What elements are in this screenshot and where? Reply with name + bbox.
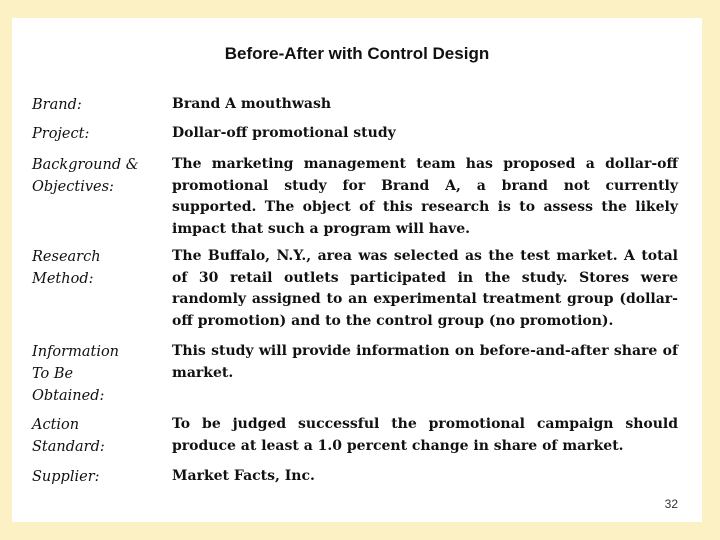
field-value: The marketing management team has proposed a dollar-off promotional study for Brand A, a brand not currently supported. The object of this research is to assess the likely impact that such a program will have.	[172, 156, 678, 237]
field-value: Dollar-off promotional study	[172, 125, 396, 141]
field-label: Brand:	[32, 97, 82, 113]
document-page	[12, 18, 702, 522]
page-title: Before-After with Control Design	[224, 44, 490, 63]
field-label: Supplier:	[32, 469, 100, 485]
field-value: Brand A mouthwash	[172, 96, 332, 112]
field-value: Market Facts, Inc.	[172, 468, 315, 484]
field-value: The Buffalo, N.Y., area was selected as the test market. A total of 30 retail outlets participated in the study. Stores were randomly assigned to an experimental treatment group (dollar-off promotion) and to the control group (no promotion).	[172, 248, 678, 329]
field-label: Background & Objectives:	[32, 157, 139, 195]
page-number: 32	[664, 497, 678, 511]
field-label: Research Method:	[32, 249, 101, 287]
field-value: This study will provide information on before-and-after share of market.	[172, 343, 678, 381]
field-label: Project:	[32, 126, 90, 142]
field-label: Action Standard:	[32, 417, 105, 455]
field-value: To be judged successful the promotional campaign should produce at least a 1.0 percent change in share of market.	[172, 416, 678, 454]
field-label: Information To Be Obtained:	[32, 344, 120, 404]
